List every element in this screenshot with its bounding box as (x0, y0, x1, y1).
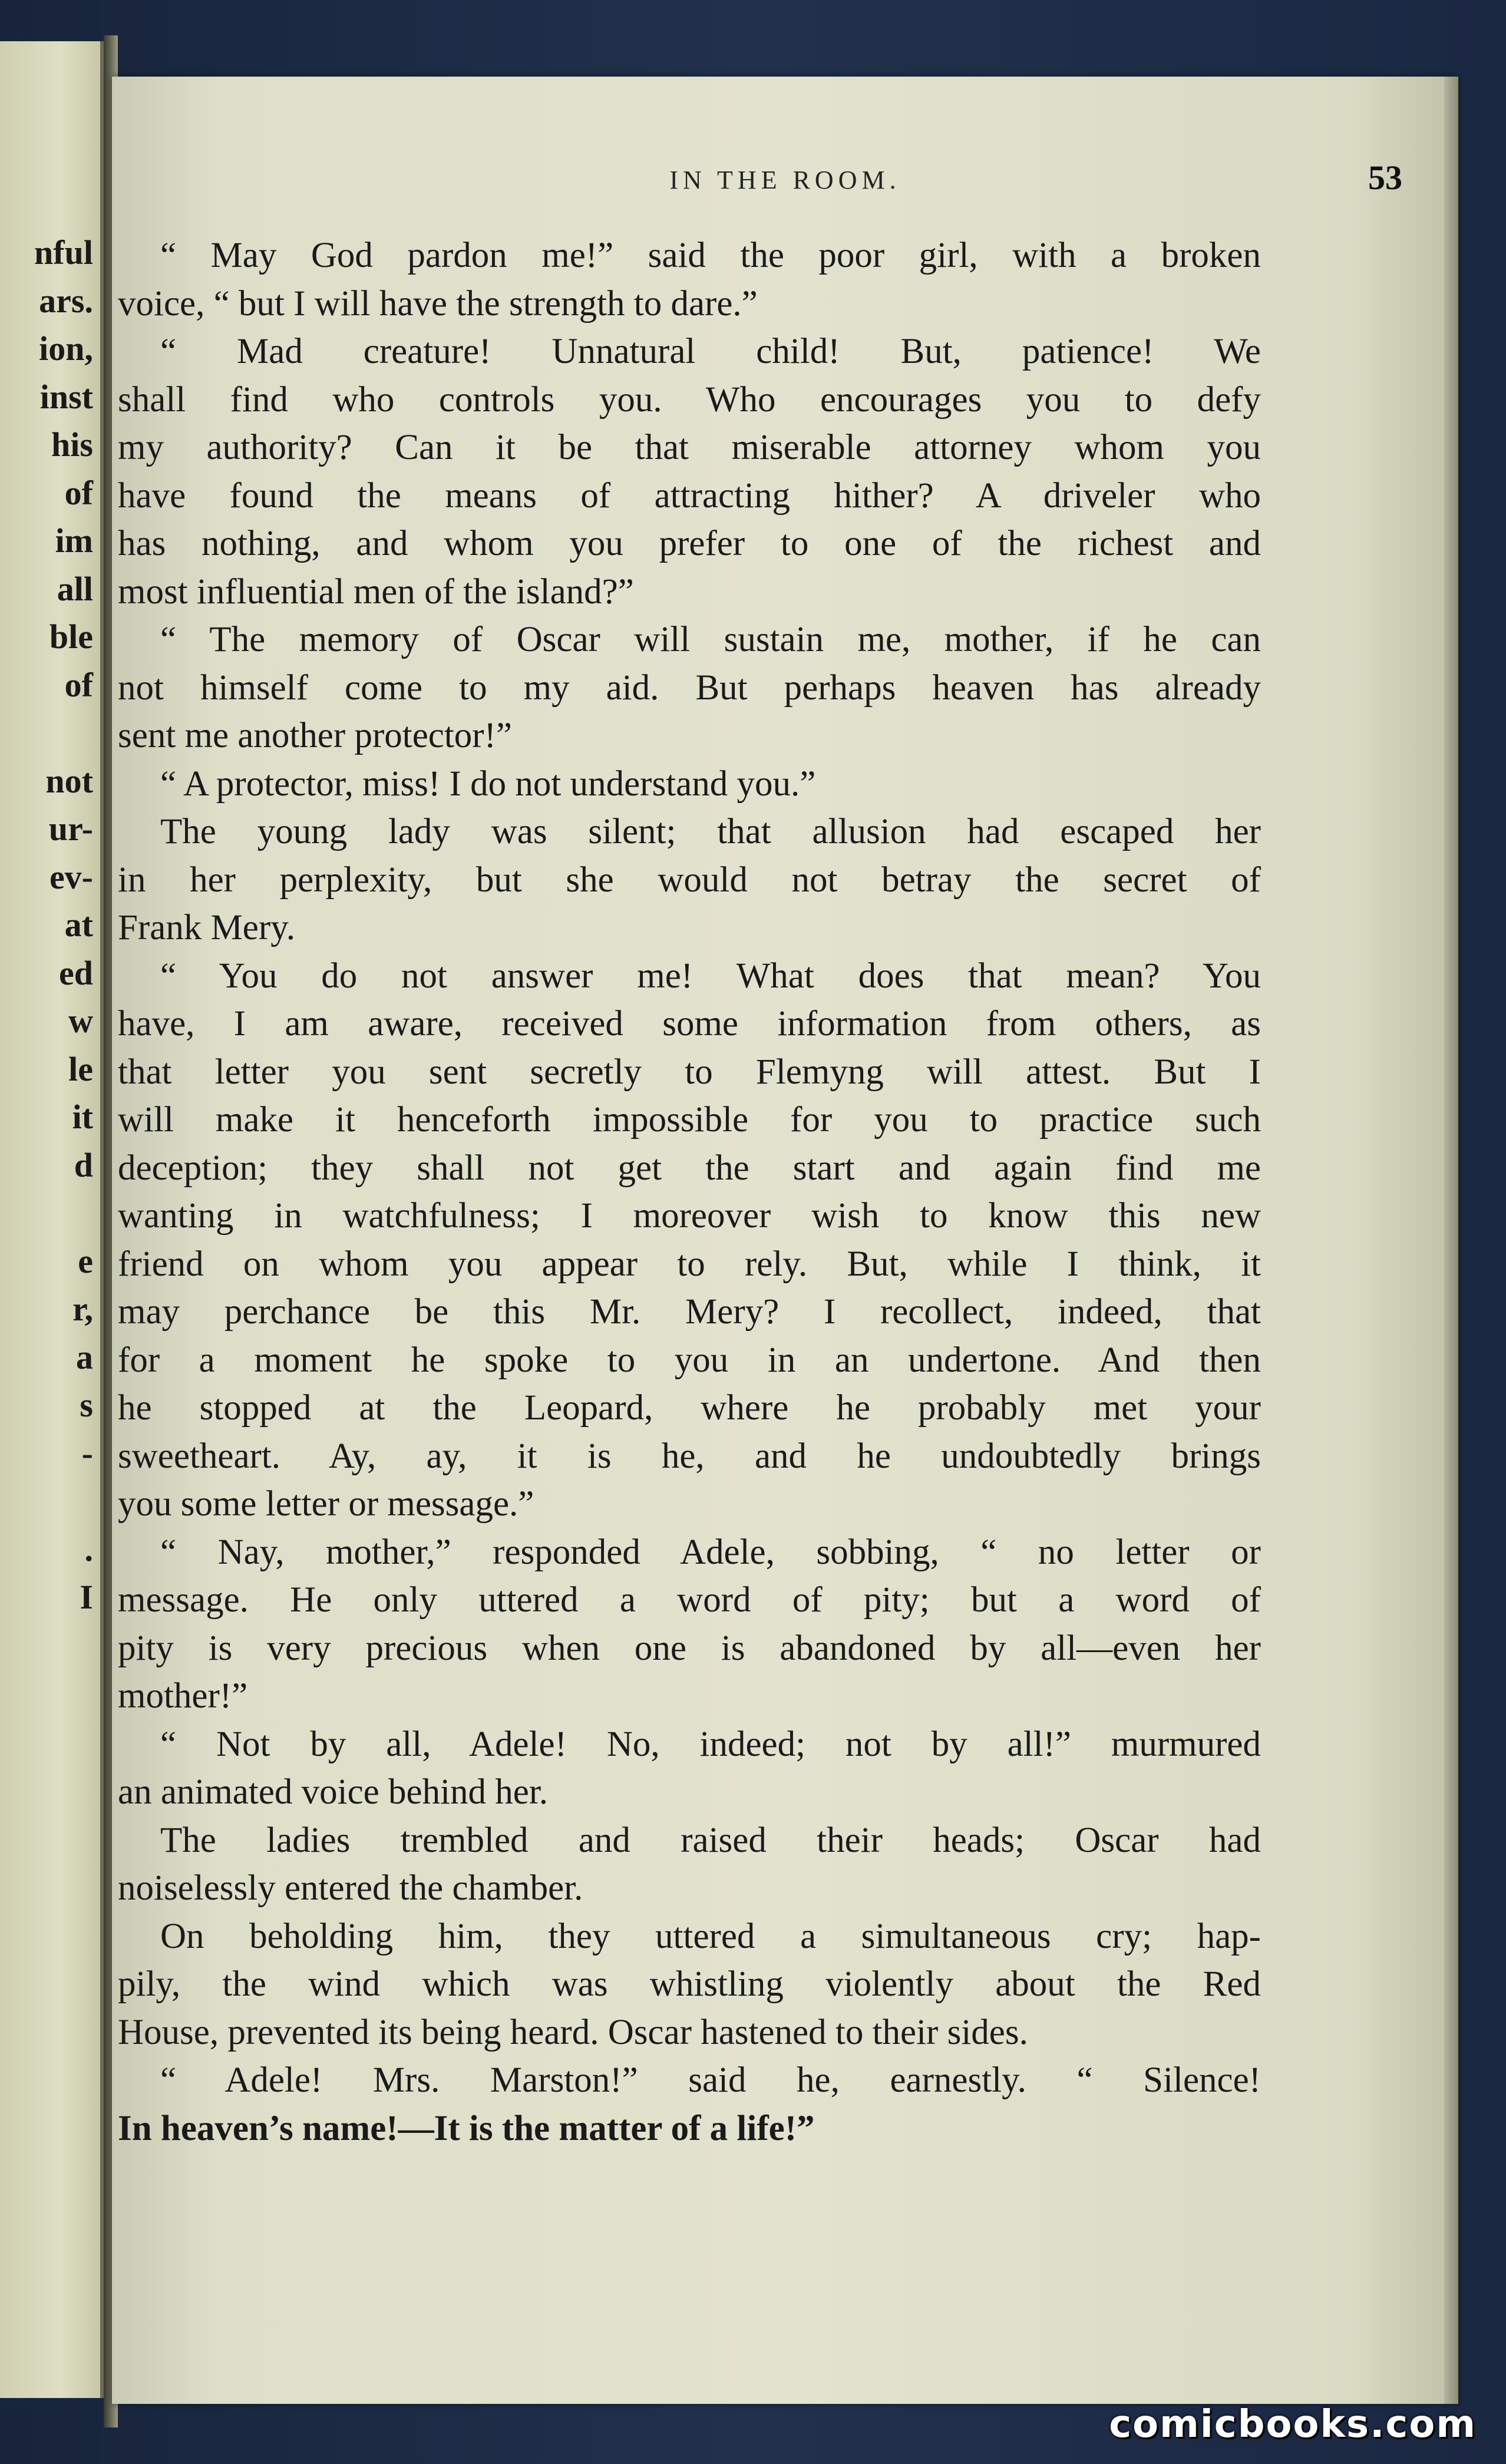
running-head: IN THE ROOM. (669, 166, 901, 194)
prev-page-fragment: ble (49, 617, 93, 656)
prev-page-fragment: ev- (49, 857, 93, 896)
text-line: not himself come to my aid. But perhaps heaven has already (118, 668, 1261, 708)
prev-page-fragment: a (76, 1337, 93, 1376)
text-line: “ Mad creature! Unnatural child! But, patience! We (160, 332, 1261, 371)
prev-page-fragment: - (81, 1434, 93, 1472)
text-line: sent me another protector!” (118, 716, 513, 755)
text-line: The ladies trembled and raised their heads; Oscar had (160, 1820, 1261, 1860)
page-number: 53 (1368, 158, 1402, 197)
prev-page-fragment: not (45, 761, 93, 800)
text-line: for a moment he spoke to you in an undertone. And then (118, 1340, 1261, 1380)
text-line: “ May God pardon me!” said the poor girl, with a broken (160, 236, 1261, 275)
text-line: you some letter or message.” (118, 1484, 534, 1524)
text-line: mother!” (118, 1676, 248, 1716)
text-line: my authority? Can it be that miserable attorney whom you (118, 428, 1261, 467)
text-line: “ Adele! Mrs. Marston!” said he, earnestly. “ Silence! (160, 2060, 1261, 2100)
text-line: “ The memory of Oscar will sustain me, mother, if he can (160, 620, 1261, 659)
text-line: Frank Mery. (118, 908, 295, 947)
text-line: have found the means of attracting hither? A driveler who (118, 475, 1261, 516)
prev-page-fragment: nful (34, 233, 93, 272)
prev-page-fragment: at (64, 906, 93, 944)
prev-page-fragment: it (72, 1098, 93, 1136)
site-watermark: comicbooks.com (1109, 2403, 1477, 2446)
text-line: most influential men of the island?” (118, 572, 634, 612)
prev-page-fragment: ars. (39, 281, 93, 320)
prev-page-fragment: of (64, 665, 93, 704)
text-line: noiselessly entered the chamber. (118, 1868, 583, 1908)
prev-page-fragment: . (84, 1530, 93, 1568)
prev-page-fragment: of (64, 473, 93, 512)
page-edge-shadow (1444, 77, 1458, 2404)
text-line: shall find who controls you. Who encourages you to defy (118, 379, 1261, 420)
text-line: message. He only uttered a word of pity; but a word of (118, 1580, 1261, 1620)
text-line: friend on whom you appear to rely. But, while I think, it (118, 1244, 1261, 1284)
prev-page-fragment: ed (59, 953, 93, 992)
prev-page-fragment: r, (72, 1290, 93, 1328)
body-text (118, 232, 1261, 2152)
text-line: an animated voice behind her. (118, 1772, 549, 1812)
prev-page-fragment: e (78, 1241, 93, 1280)
text-line: “ Not by all, Adele! No, indeed; not by all!” murmured (160, 1724, 1261, 1764)
prev-page-fragment: im (55, 521, 93, 560)
prev-page-fragment: le (68, 1049, 93, 1088)
prev-page-fragment: ion, (39, 329, 93, 368)
text-line: House, prevented its being heard. Oscar hastened to their sides. (118, 2012, 1028, 2052)
text-line: In heaven’s name!—It is the matter of a life!” (118, 2108, 815, 2148)
previous-page-edge (0, 41, 104, 2398)
text-line: The young lady was silent; that allusion had escaped her (160, 812, 1261, 851)
text-line: will make it henceforth impossible for you to practice such (118, 1100, 1261, 1139)
text-line: pity is very precious when one is abandoned by all—even her (118, 1628, 1261, 1668)
text-line: may perchance be this Mr. Mery? I recollect, indeed, that (118, 1292, 1261, 1332)
text-line: wanting in watchfulness; I moreover wish to know this new (118, 1196, 1261, 1236)
book-page (112, 77, 1458, 2404)
prev-page-fragment: d (74, 1145, 93, 1184)
text-line: “ You do not answer me! What does that mean? You (160, 956, 1261, 996)
text-line: “ Nay, mother,” responded Adele, sobbing, “ no letter or (160, 1532, 1261, 1572)
text-line: deception; they shall not get the start and again find me (118, 1148, 1261, 1188)
text-line: sweetheart. Ay, ay, it is he, and he undoubtedly brings (118, 1436, 1261, 1476)
text-line: pily, the wind which was whistling violently about the Red (118, 1964, 1261, 2004)
prev-page-fragment: his (51, 425, 93, 464)
text-line: On beholding him, they uttered a simultaneous cry; hap- (160, 1916, 1261, 1956)
text-line: have, I am aware, received some information from others, as (118, 1004, 1261, 1043)
text-line: that letter you sent secretly to Flemyng will attest. But I (118, 1052, 1261, 1092)
prev-page-fragment: I (80, 1578, 93, 1616)
text-line: “ A protector, miss! I do not understand you.” (160, 764, 816, 804)
prev-page-fragment: all (57, 569, 93, 608)
prev-page-fragment: w (68, 1002, 93, 1040)
text-line: in her perplexity, but she would not betray the secret of (118, 860, 1261, 900)
prev-page-fragment: s (80, 1386, 93, 1424)
text-line: he stopped at the Leopard, where he probably met your (118, 1388, 1261, 1428)
text-line: voice, “ but I will have the strength to dare.” (118, 283, 758, 323)
text-line: has nothing, and whom you prefer to one of the richest and (118, 524, 1261, 563)
prev-page-fragment: ur- (48, 810, 93, 848)
prev-page-fragment: inst (39, 377, 93, 416)
